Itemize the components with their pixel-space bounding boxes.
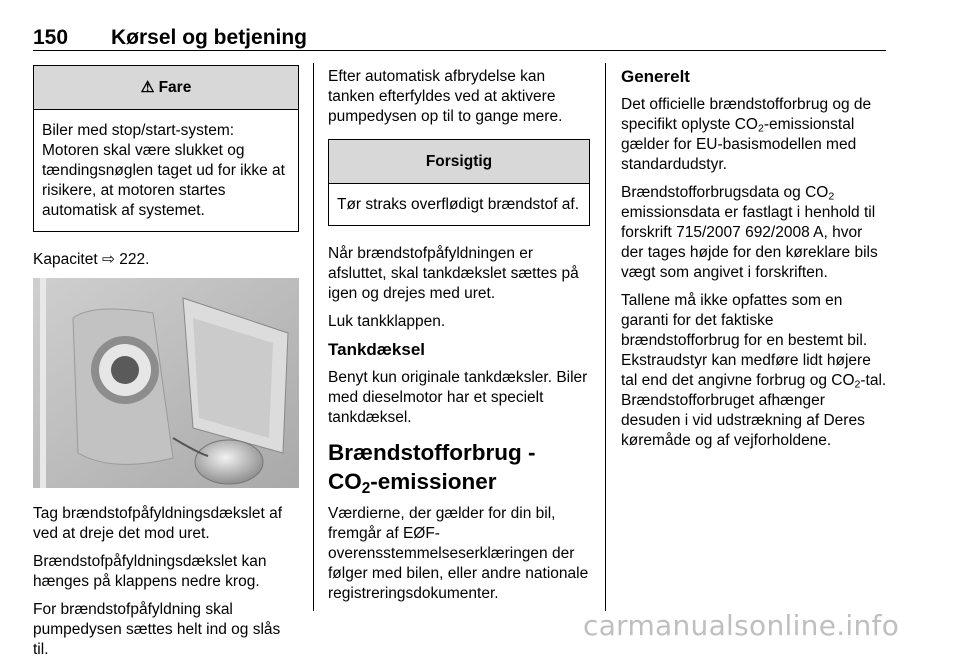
p3-subscript: 2	[854, 378, 861, 391]
heading-general: Generelt	[621, 67, 690, 86]
p1-text-a: Det officielle brændstofforbrug og de specifikt oplyste CO	[621, 96, 872, 133]
capacity-page-link[interactable]: 222.	[119, 251, 150, 268]
caution-box-title: Forsigtig	[329, 140, 589, 184]
page-title: Kørsel og betjening	[111, 26, 308, 49]
p3-text-a: Tallene må ikke opfattes som en garanti for det faktiske brændstofforbrug for en bestemt bil. Ekstraudstyr kan medføre lidt højere tal end det angivne forbrug og CO	[621, 292, 871, 389]
p1-text-b: -emissionstal gælder for EU-basismodellen med standardudstyr.	[621, 116, 857, 173]
heading-fuel-consumption	[328, 438, 590, 496]
paragraph-refit-cap: Når brændstofpåfyldningen er afsluttet, skal tankdækslet sættes på igen og drejes med uret.	[328, 245, 579, 302]
warning-triangle-icon: ⚠	[140, 79, 155, 96]
capacity-reference	[33, 250, 299, 270]
heading-fuel-consumption-line1: Brændstofforbrug -	[328, 440, 536, 465]
paragraph-values: Værdierne, der gælder for din bil, fremgår af EØF-overensstemmelseserklæringen der følger med bilen, eller andre nationale registreringsdokumenter.	[328, 505, 589, 602]
arrow-right-icon: ⇨	[101, 251, 115, 268]
p1-subscript: 2	[757, 122, 764, 135]
p2-subscript: 2	[828, 190, 835, 203]
p3-text-b: -tal. Brændstofforbruget afhænger desuden i vid udstrækning af Deres køremåde og af vejforholdene.	[621, 372, 887, 449]
paragraph-remove-cap: Tag brændstofpåfyldningsdækslet af ved at dreje det mod uret.	[33, 505, 283, 542]
paragraph-hang-cap: Brændstofpåfyldningsdækslet kan hænges på klappens nedre krog.	[33, 553, 267, 590]
column-left	[33, 65, 299, 668]
danger-box-text: Biler med stop/start-system: Motoren skal være slukket og tændingsnøglen taget ud for ikke at risikere, at motoren startes automatisk af systemet.	[42, 122, 285, 219]
watermark: carmanualsonline.info	[583, 609, 900, 642]
paragraph-not-guarantee	[621, 291, 887, 451]
paragraph-refill: Efter automatisk afbrydelse kan tanken efterfyldes ved at aktivere pumpedysen op til to gange mere.	[328, 68, 563, 125]
p2-text-b: emissionsdata er fastlagt i henhold til forskrift 715/2007 692/2008 A, hvor der tages højde for den køreklare bils vægt som angivet i forskriften.	[621, 204, 878, 281]
danger-box	[33, 65, 299, 232]
danger-box-title: Fare	[158, 79, 192, 96]
column-divider-left	[313, 63, 314, 611]
heading-tank-cap: Tankdæksel	[328, 340, 426, 359]
page-header	[33, 28, 886, 51]
p2-text-a: Brændstofforbrugsdata og CO	[621, 184, 829, 201]
paragraph-original-caps: Benyt kun originale tankdæksler. Biler med dieselmotor har et specielt tankdæksel.	[328, 369, 588, 426]
column-right	[621, 65, 887, 459]
paragraph-consumption-data	[621, 183, 887, 283]
caution-box-text: Tør straks overflødigt brændstof af.	[337, 196, 580, 213]
danger-box-header	[34, 66, 298, 110]
heading-emissions-text: -emissioner	[370, 469, 497, 494]
caution-box	[328, 139, 590, 226]
paragraph-insert-nozzle: For brændstofpåfyldning skal pumpedysen sættes helt ind og slås til.	[33, 601, 281, 658]
column-middle	[328, 67, 590, 612]
column-divider-right	[605, 63, 606, 611]
capacity-label: Kapacitet	[33, 251, 98, 268]
heading-co2-subscript: 2	[361, 479, 371, 497]
paragraph-official-consumption	[621, 95, 887, 175]
page-number: 150	[33, 26, 69, 49]
paragraph-close-flap: Luk tankklappen.	[328, 313, 446, 330]
fuel-filler-photo	[33, 278, 299, 488]
heading-co2-text: CO	[328, 469, 362, 494]
